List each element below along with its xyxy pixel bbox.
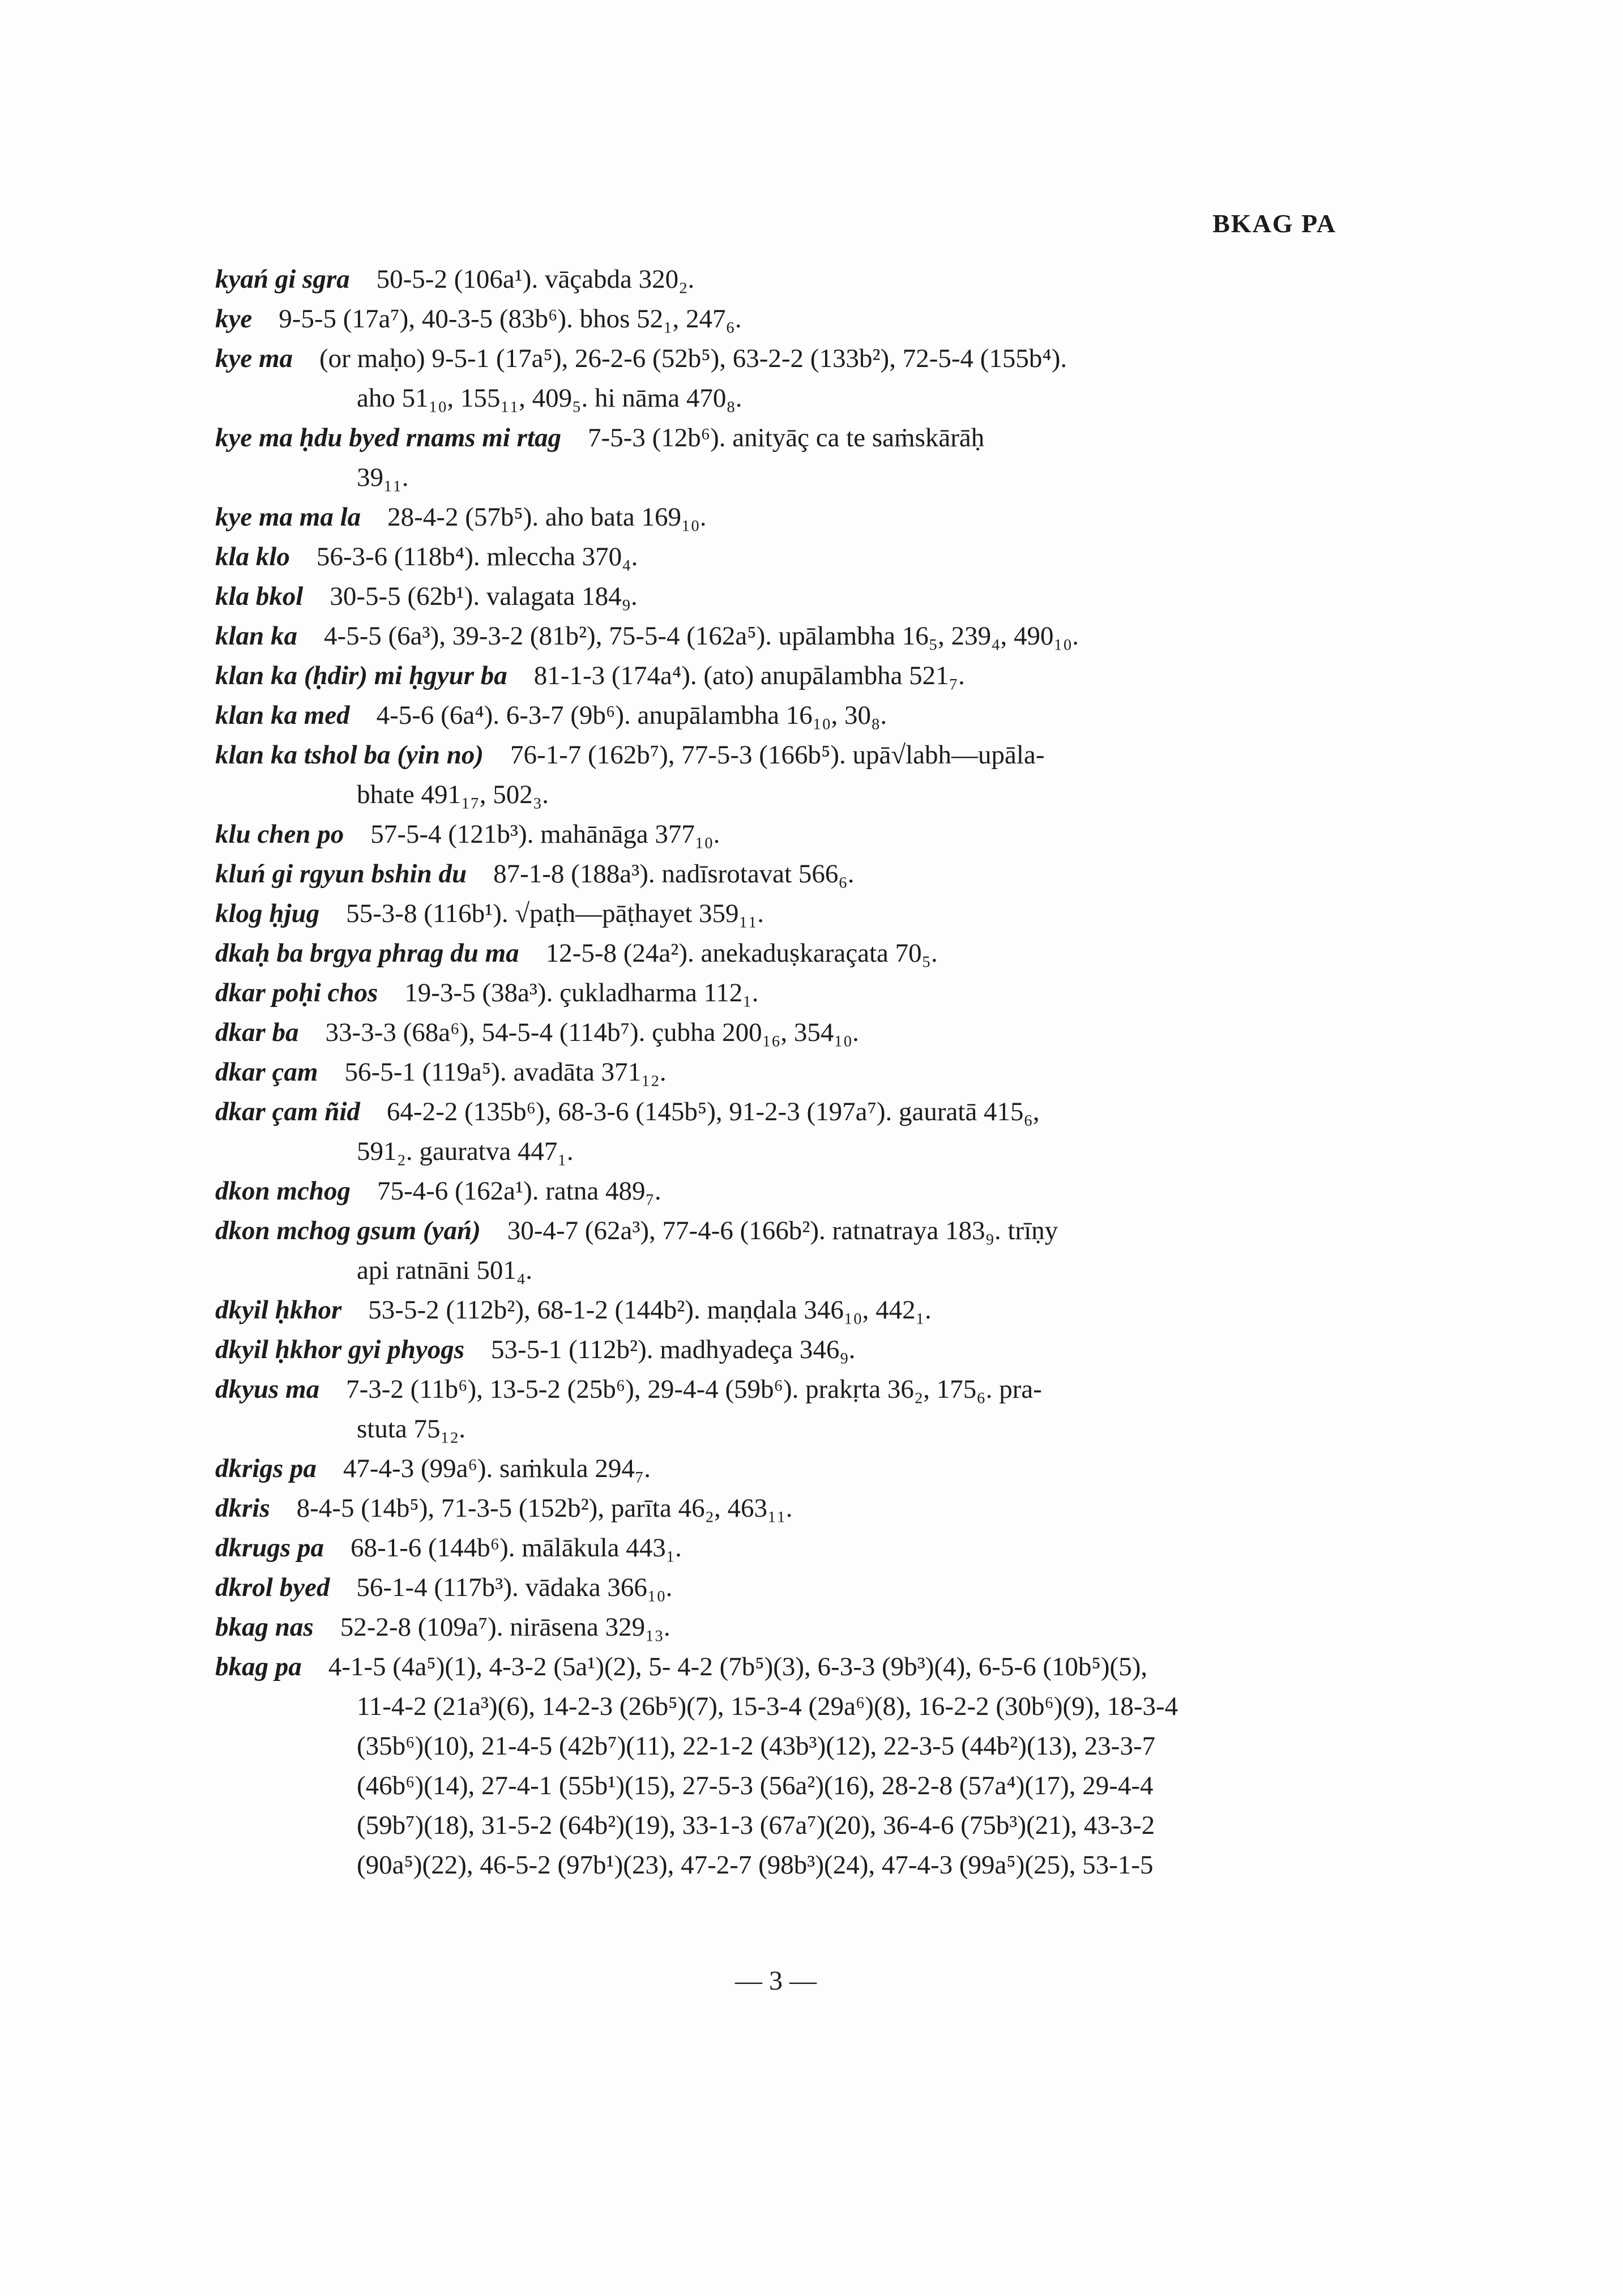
entry-first-line xyxy=(215,299,1319,339)
entry-first-line xyxy=(215,339,1319,378)
headword: bkag nas xyxy=(215,1612,314,1642)
headword: dkon mchog xyxy=(215,1176,351,1206)
dictionary-entry xyxy=(215,299,1319,339)
dictionary-entry xyxy=(215,854,1319,894)
entry-definition: 75-4-6 (162a¹). ratna 489₇. xyxy=(377,1176,661,1206)
headword: dkrugs pa xyxy=(215,1533,324,1563)
entry-definition: bhate 491₁₇, 502₃. xyxy=(357,780,549,809)
dictionary-entry xyxy=(215,1330,1319,1369)
entry-first-line xyxy=(215,1330,1319,1369)
entry-definition: 11-4-2 (21a³)(6), 14-2-3 (26b⁵)(7), 15-3-4 (29a⁶)(8), 16-2-2 (30b⁶)(9), 18-3-4 xyxy=(357,1692,1178,1721)
page-number: — 3 — xyxy=(735,1966,817,1996)
headword: dkon mchog gsum (yań) xyxy=(215,1216,481,1245)
headword: klan ka xyxy=(215,621,297,651)
entry-definition: 87-1-8 (188a³). nadīsrotavat 566₆. xyxy=(493,859,855,889)
entry-first-line xyxy=(215,1647,1319,1687)
headword: klan ka med xyxy=(215,701,350,730)
entry-definition: (46b⁶)(14), 27-4-1 (55b¹)(15), 27-5-3 (56a²)(16), 28-2-8 (57a⁴)(17), 29-4-4 xyxy=(357,1771,1154,1800)
entry-definition: 28-4-2 (57b⁵). aho bata 169₁₀. xyxy=(387,502,707,532)
entry-first-line xyxy=(215,1568,1319,1607)
entry-definition: 81-1-3 (174a⁴). (ato) anupālambha 521₇. xyxy=(533,661,965,690)
entry-definition: 4-5-6 (6a⁴). 6-3-7 (9b⁶). anupālambha 16₁₀, 30₈. xyxy=(376,701,887,730)
headword: dkaḥ ba brgya phrag du ma xyxy=(215,938,519,968)
headword: klan ka tshol ba (yin no) xyxy=(215,740,484,770)
entry-continuation-line xyxy=(215,458,1319,497)
headword: kye ma ḥdu byed rnams mi rtag xyxy=(215,423,562,453)
headword: dkyil ḥkhor gyi phyogs xyxy=(215,1335,465,1364)
entry-first-line xyxy=(215,1013,1319,1052)
entry-definition: 56-1-4 (117b³). vādaka 366₁₀. xyxy=(356,1573,673,1602)
entry-definition: 47-4-3 (99a⁶). saṁkula 294₇. xyxy=(343,1454,651,1483)
headword: kyań gi sgra xyxy=(215,264,350,294)
dictionary-entry xyxy=(215,1449,1319,1488)
headword: dkar poḥi chos xyxy=(215,978,378,1008)
headword: dkrigs pa xyxy=(215,1454,317,1483)
entry-first-line xyxy=(215,1369,1319,1409)
dictionary-entry xyxy=(215,1607,1319,1647)
entry-definition: 4-5-5 (6a³), 39-3-2 (81b²), 75-5-4 (162a⁵). upālambha 16₅, 239₄, 490₁₀. xyxy=(323,621,1079,651)
headword: dkar çam xyxy=(215,1057,318,1087)
entry-continuation-line xyxy=(215,1845,1319,1885)
dictionary-entry xyxy=(215,497,1319,537)
headword: dkrol byed xyxy=(215,1573,330,1602)
dictionary-entry xyxy=(215,537,1319,577)
entry-continuation-line xyxy=(215,1687,1319,1726)
headword: dkris xyxy=(215,1493,270,1523)
headword: dkyus ma xyxy=(215,1375,320,1404)
dictionary-entry xyxy=(215,1013,1319,1052)
headword: dkar çam ñid xyxy=(215,1097,360,1126)
entry-definition: 53-5-1 (112b²). madhyadeça 346₉. xyxy=(491,1335,856,1364)
dictionary-entry xyxy=(215,1568,1319,1607)
entry-continuation-line xyxy=(215,1766,1319,1806)
headword: klu chen po xyxy=(215,820,344,849)
entry-first-line xyxy=(215,418,1319,458)
entry-first-line xyxy=(215,616,1319,656)
entry-definition: 55-3-8 (116b¹). √paṭh—pāṭhayet 359₁₁. xyxy=(346,899,764,928)
entry-definition: 76-1-7 (162b⁷), 77-5-3 (166b⁵). upā√labh—upāla- xyxy=(510,740,1045,770)
entry-definition: 68-1-6 (144b⁶). mālākula 443₁. xyxy=(350,1533,682,1563)
dictionary-entry xyxy=(215,1488,1319,1528)
dictionary-entry xyxy=(215,1211,1319,1290)
entry-definition: stuta 75₁₂. xyxy=(357,1414,466,1444)
entry-definition: 64-2-2 (135b⁶), 68-3-6 (145b⁵), 91-2-3 (197a⁷). gauratā 415₆, xyxy=(386,1097,1040,1126)
entry-first-line xyxy=(215,1211,1319,1251)
headword: kluń gi rgyun bshin du xyxy=(215,859,467,889)
dictionary-entry xyxy=(215,1647,1319,1885)
headword: klan ka (ḥdir) mi ḥgyur ba xyxy=(215,661,507,690)
entry-first-line xyxy=(215,1528,1319,1568)
entry-first-line xyxy=(215,854,1319,894)
entry-definition: (59b⁷)(18), 31-5-2 (64b²)(19), 33-1-3 (67a⁷)(20), 36-4-6 (75b³)(21), 43-3-2 xyxy=(357,1811,1155,1840)
dictionary-entry xyxy=(215,814,1319,854)
headword: kye ma ma la xyxy=(215,502,361,532)
entry-definition: 30-4-7 (62a³), 77-4-6 (166b²). ratnatraya 183₉. trīṇy xyxy=(507,1216,1058,1245)
headword: dkar ba xyxy=(215,1018,299,1047)
entry-definition: api ratnāni 501₄. xyxy=(357,1256,533,1285)
entry-definition: aho 51₁₀, 155₁₁, 409₅. hi nāma 470₈. xyxy=(357,383,742,413)
entry-definition: 57-5-4 (121b³). mahānāga 377₁₀. xyxy=(370,820,720,849)
entry-first-line xyxy=(215,1290,1319,1330)
dictionary-entry xyxy=(215,735,1319,814)
dictionary-entry xyxy=(215,1528,1319,1568)
running-head: BKAG PA xyxy=(1212,209,1336,238)
entry-continuation-line xyxy=(215,775,1319,814)
entry-definition: 591₂. gauratva 447₁. xyxy=(357,1137,574,1166)
dictionary-entry xyxy=(215,656,1319,695)
entry-continuation-line xyxy=(215,378,1319,418)
dictionary-entry xyxy=(215,616,1319,656)
dictionary-entry xyxy=(215,933,1319,973)
entry-first-line xyxy=(215,1607,1319,1647)
entry-definition: 52-2-8 (109a⁷). nirāsena 329₁₃. xyxy=(340,1612,670,1642)
entry-definition: (90a⁵)(22), 46-5-2 (97b¹)(23), 47-2-7 (98b³)(24), 47-4-3 (99a⁵)(25), 53-1-5 xyxy=(357,1850,1154,1880)
entry-first-line xyxy=(215,577,1319,616)
dictionary-entry xyxy=(215,1171,1319,1211)
dictionary-entry xyxy=(215,894,1319,933)
entry-definition: 56-5-1 (119a⁵). avadāta 371₁₂. xyxy=(344,1057,667,1087)
headword: dkyil ḥkhor xyxy=(215,1295,342,1325)
entry-definition: 8-4-5 (14b⁵), 71-3-5 (152b²), parīta 46₂, 463₁₁. xyxy=(296,1493,793,1523)
dictionary-entry xyxy=(215,577,1319,616)
headword: kye ma xyxy=(215,344,293,373)
entry-first-line xyxy=(215,537,1319,577)
dictionary-entry xyxy=(215,1290,1319,1330)
headword: klog ḥjug xyxy=(215,899,320,928)
headword: kla bkol xyxy=(215,582,304,611)
entry-first-line xyxy=(215,656,1319,695)
headword: bkag pa xyxy=(215,1652,302,1682)
entry-definition: 19-3-5 (38a³). çukladharma 112₁. xyxy=(404,978,759,1008)
entry-definition: 56-3-6 (118b⁴). mleccha 370₄. xyxy=(316,542,638,571)
entry-definition: 50-5-2 (106a¹). vāçabda 320₂. xyxy=(376,264,695,294)
dictionary-entry xyxy=(215,418,1319,497)
entry-definition: 4-1-5 (4a⁵)(1), 4-3-2 (5a¹)(2), 5- 4-2 (7b⁵)(3), 6-3-3 (9b³)(4), 6-5-6 (10b⁵)(5), xyxy=(328,1652,1148,1682)
entry-first-line xyxy=(215,1488,1319,1528)
entry-definition: 9-5-5 (17a⁷), 40-3-5 (83b⁶). bhos 52₁, 247₆. xyxy=(279,304,742,334)
entry-list xyxy=(215,259,1319,1885)
entry-first-line xyxy=(215,1092,1319,1132)
entry-definition: (or maḥo) 9-5-1 (17a⁵), 26-2-6 (52b⁵), 63-2-2 (133b²), 72-5-4 (155b⁴). xyxy=(319,344,1067,373)
entry-continuation-line xyxy=(215,1409,1319,1449)
entry-continuation-line xyxy=(215,1132,1319,1171)
entry-definition: 30-5-5 (62b¹). valagata 184₉. xyxy=(330,582,638,611)
entry-first-line xyxy=(215,259,1319,299)
entry-definition: 12-5-8 (24a²). anekaduṣkaraçata 70₅. xyxy=(545,938,938,968)
dictionary-entry xyxy=(215,339,1319,418)
entry-first-line xyxy=(215,1449,1319,1488)
entry-first-line xyxy=(215,695,1319,735)
entry-first-line xyxy=(215,894,1319,933)
entry-definition: 53-5-2 (112b²), 68-1-2 (144b²). maṇḍala 346₁₀, 442₁. xyxy=(368,1295,932,1325)
dictionary-entry xyxy=(215,259,1319,299)
dictionary-entry xyxy=(215,1092,1319,1171)
entry-definition: (35b⁶)(10), 21-4-5 (42b⁷)(11), 22-1-2 (43b³)(12), 22-3-5 (44b²)(13), 23-3-7 xyxy=(357,1731,1156,1761)
entry-first-line xyxy=(215,973,1319,1013)
entry-first-line xyxy=(215,1171,1319,1211)
entry-first-line xyxy=(215,497,1319,537)
entry-first-line xyxy=(215,933,1319,973)
entry-definition: 7-3-2 (11b⁶), 13-5-2 (25b⁶), 29-4-4 (59b⁶). prakṛta 36₂, 175₆. pra- xyxy=(346,1375,1042,1404)
dictionary-entry xyxy=(215,695,1319,735)
entry-continuation-line xyxy=(215,1251,1319,1290)
entry-first-line xyxy=(215,814,1319,854)
headword: kye xyxy=(215,304,253,334)
entry-first-line xyxy=(215,735,1319,775)
dictionary-entry xyxy=(215,1052,1319,1092)
entry-definition: 39₁₁. xyxy=(357,463,409,492)
entry-definition: 33-3-3 (68a⁶), 54-5-4 (114b⁷). çubha 200₁₆, 354₁₀. xyxy=(325,1018,859,1047)
entry-first-line xyxy=(215,1052,1319,1092)
entry-continuation-line xyxy=(215,1726,1319,1766)
entry-definition: 7-5-3 (12b⁶). anityāç ca te saṁskārāḥ xyxy=(588,423,985,453)
entry-continuation-line xyxy=(215,1806,1319,1845)
dictionary-entry xyxy=(215,973,1319,1013)
dictionary-entry xyxy=(215,1369,1319,1449)
headword: kla klo xyxy=(215,542,290,571)
